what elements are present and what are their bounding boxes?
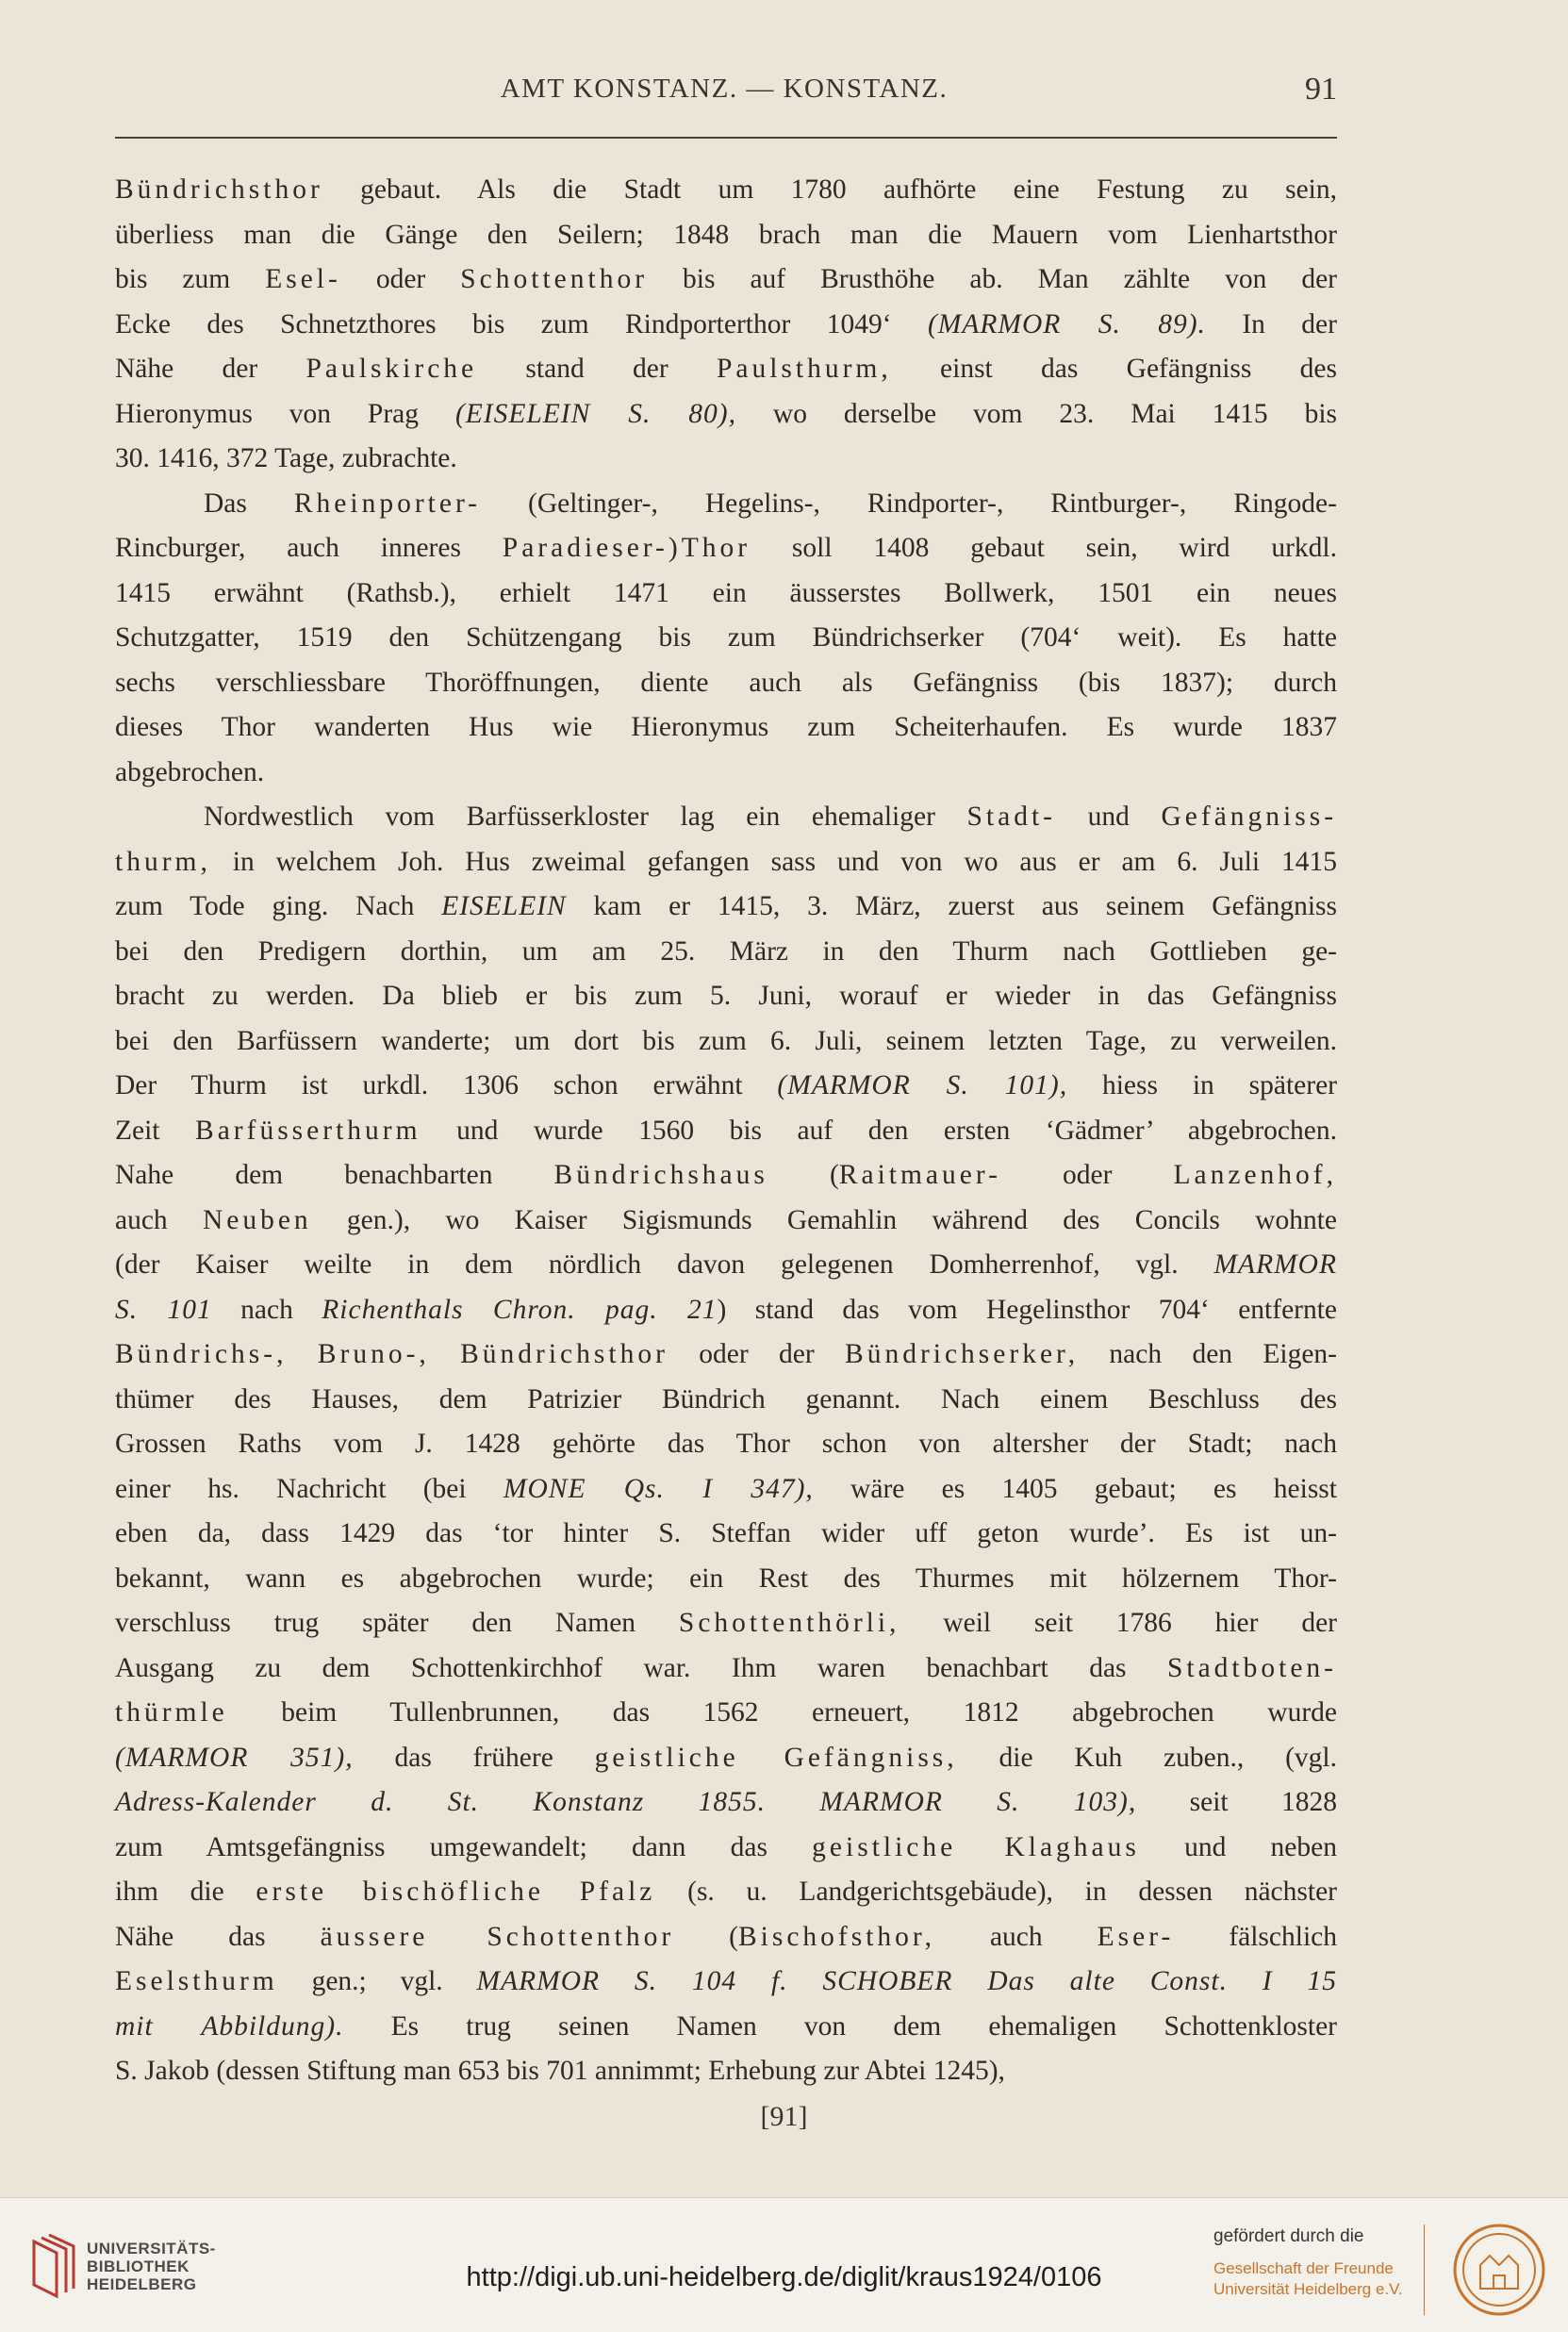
- text-run: bei den Barfüssern wanderte; um dort bis zum 6. Juli, seinem letzten Tage, zu verweilen.: [115, 1025, 1337, 1056]
- page-number: 91: [1305, 72, 1337, 107]
- header-rule: [115, 137, 1337, 139]
- text-run: In der: [1205, 308, 1337, 339]
- text-run: wäre es 1405 gebaut; es heisst: [813, 1473, 1337, 1504]
- spaced-name: Paradieser-)Thor: [502, 533, 751, 563]
- text-run: bracht zu werden. Da blieb er bis zum 5. Juni, worauf er wieder in das Gefängniss: [115, 981, 1337, 1011]
- text-run: eben da, dass 1429 das ‘tor hinter S. Steffan wider uff geton wurde’. Es ist un-: [115, 1518, 1337, 1548]
- spaced-name: Eser-: [1097, 1921, 1175, 1952]
- text-run: sechs verschliessbare Thoröffnungen, diente auch als Gefängniss (bis 1837); durch: [115, 667, 1337, 698]
- text-line: [115, 1243, 1337, 1288]
- text-run: soll 1408 gebaut sein, wird urkdl.: [751, 533, 1337, 563]
- text-line: [115, 1378, 1337, 1423]
- text-run: kam er 1415, 3. März, zuerst aus seinem Gefängniss: [566, 891, 1337, 921]
- text-line: [115, 347, 1337, 392]
- text-run: (s. u. Landgerichtsgebäude), in dessen nächster: [655, 1877, 1337, 1907]
- paragraph: [115, 482, 1337, 796]
- citation: (MARMOR S. 89).: [927, 308, 1206, 339]
- citation: (MARMOR 351),: [115, 1742, 354, 1773]
- spaced-name: Bündrichsthor: [115, 174, 323, 205]
- spaced-name: äussere Schottenthor: [320, 1921, 675, 1952]
- text-line: [115, 1064, 1337, 1109]
- text-line: [115, 482, 1337, 527]
- text-line: [115, 661, 1337, 706]
- spaced-name: Bruno-,: [317, 1339, 430, 1369]
- text-run: verschluss trug später den Namen: [115, 1608, 679, 1638]
- text-run: nach den Eigen-: [1079, 1339, 1338, 1369]
- text-line: [115, 1422, 1337, 1467]
- text-line: [115, 213, 1337, 258]
- text-line: [115, 1557, 1337, 1602]
- text-run: hiess in späterer: [1067, 1070, 1337, 1100]
- text-run: thümer des Hauses, dem Patrizier Bündrich genannt. Nach einem Beschluss des: [115, 1383, 1337, 1414]
- spaced-name: Bündrichserker,: [845, 1339, 1080, 1369]
- sponsor-name-line: Universität Heidelberg e.V.: [1213, 2280, 1403, 2298]
- text-run: bis zum: [115, 264, 266, 294]
- permalink-url[interactable]: http://digi.ub.uni-heidelberg.de/diglit/kraus1924/0106: [466, 2262, 1102, 2292]
- text-line: [115, 1826, 1337, 1871]
- spaced-name: Bündrichshaus: [553, 1160, 768, 1190]
- text-line: [115, 1199, 1337, 1244]
- text-line: [115, 616, 1337, 661]
- text-run: Grossen Raths vom J. 1428 gehörte das Thor schon von altersher der Stadt; nach: [115, 1429, 1337, 1459]
- text-run: fälschlich: [1174, 1921, 1337, 1952]
- text-line: [115, 751, 1337, 796]
- text-run: (: [767, 1160, 839, 1190]
- spaced-name: Lanzenhof,: [1173, 1160, 1337, 1190]
- text-run: Ausgang zu dem Schottenkirchhof war. Ihm waren benachbart das: [115, 1652, 1167, 1683]
- sponsor-name-line: Gesellschaft der Freunde: [1213, 2259, 1394, 2277]
- text-run: Der Thurm ist urkdl. 1306 schon erwähnt: [115, 1070, 778, 1100]
- spaced-name: Raitmauer-: [838, 1160, 1001, 1190]
- text-run: auch: [115, 1204, 203, 1235]
- sponsor-divider: [1424, 2224, 1425, 2315]
- text-line: [115, 2049, 1337, 2094]
- text-line: [115, 526, 1337, 571]
- text-run: (Geltinger-, Hegelins-, Rindporter-, Rintburger-, Ringode-: [481, 488, 1337, 519]
- text-run: einer hs. Nachricht (bei: [115, 1473, 503, 1504]
- text-run: stand der: [477, 354, 717, 384]
- text-run: oder der: [668, 1339, 846, 1369]
- text-line: [115, 885, 1337, 930]
- text-run: wo derselbe vom 23. Mai 1415 bis: [735, 398, 1338, 429]
- text-line: [115, 392, 1337, 438]
- digitization-banner: [0, 2197, 1568, 2332]
- spaced-name: Rheinporter-: [293, 488, 482, 519]
- citation: S. 101: [115, 1294, 212, 1325]
- spaced-name: geistliche Gefängniss,: [594, 1742, 958, 1773]
- spaced-name: Bischofsthor,: [737, 1921, 935, 1952]
- text-run: Hieronymus von Prag: [115, 398, 455, 429]
- text-line: [115, 1332, 1337, 1378]
- text-run: gen.; vgl.: [277, 1966, 477, 1996]
- library-name-line: BIBLIOTHEK: [87, 2258, 190, 2275]
- citation: Adress-Kalender d. St. Konstanz 1855. MARMOR S. 103),: [115, 1787, 1137, 1817]
- text-run: weil seit 1786 hier der: [900, 1608, 1337, 1638]
- citation: mit Abbildung).: [115, 2010, 344, 2042]
- sponsor-label: gefördert durch die: [1213, 2226, 1364, 2246]
- text-line: [115, 1780, 1337, 1826]
- text-run: oder: [1000, 1160, 1174, 1190]
- text-line: [115, 1691, 1337, 1736]
- text-run: gebaut. Als die Stadt um 1780 aufhörte eine Festung zu sein,: [322, 174, 1337, 205]
- text-run: S. Jakob (dessen Stiftung man 653 bis 701 annimmt; Erhebung zur Abtei 1245),: [115, 2056, 1005, 2086]
- text-run: die Kuh zuben., (vgl.: [957, 1742, 1337, 1773]
- text-line: [115, 437, 1337, 482]
- text-line: [115, 168, 1337, 213]
- spaced-name: Stadtboten-: [1166, 1652, 1337, 1683]
- text-run: ) stand das vom Hegelinsthor 704‘ entfernte: [717, 1294, 1338, 1325]
- text-run: 1415 erwähnt (Rathsb.), erhielt 1471 ein äusserstes Bollwerk, 1501 ein neues: [115, 577, 1337, 608]
- spaced-name: thurm,: [115, 846, 211, 877]
- text-run: ihm die: [115, 1877, 256, 1907]
- text-run: das frühere: [353, 1742, 595, 1773]
- spaced-name: Paulskirche: [305, 354, 478, 384]
- text-run: Ecke des Schnetzthores bis zum Rindporterthor 1049‘: [115, 308, 928, 339]
- text-run: Nordwestlich vom Barfüsserkloster lag ein ehemaliger: [204, 802, 967, 832]
- text-run: gen.), wo Kaiser Sigismunds Gemahlin während des Concils wohnte: [311, 1204, 1338, 1235]
- text-run: zum Tode ging. Nach: [115, 891, 442, 921]
- spaced-name: Neuben: [202, 1204, 312, 1235]
- text-line: [115, 840, 1337, 885]
- spaced-name: Esel-: [265, 264, 341, 294]
- text-run: dieses Thor wanderten Hus wie Hieronymus zum Scheiterhaufen. Es wurde 1837: [115, 712, 1337, 742]
- text-line: [115, 1646, 1337, 1692]
- text-run: und neben: [1139, 1831, 1337, 1862]
- spaced-name: Schottenthor: [460, 264, 649, 294]
- spaced-name: Schottenthörli,: [678, 1608, 900, 1638]
- university-seal-icon: [1452, 2223, 1546, 2317]
- text-run: überliess man die Gänge den Seilern; 1848 brach man die Mauern vom Lienhartsthor: [115, 219, 1337, 250]
- text-line: [115, 1915, 1337, 1960]
- text-run: nach: [211, 1294, 322, 1325]
- text-run: bei den Predigern dorthin, um am 25. März in den Thurm nach Gottlieben ge-: [115, 935, 1337, 967]
- text-line: [115, 930, 1337, 975]
- text-line: [115, 1467, 1337, 1513]
- citation: EISELEIN: [441, 891, 567, 921]
- text-run: 30. 1416, 372 Tage, zubrachte.: [115, 443, 457, 473]
- spaced-name: Eselsthurm: [115, 1966, 278, 1996]
- text-run: einst das Gefängniss des: [891, 354, 1337, 384]
- text-run: Es trug seinen Namen von dem ehemaligen Schottenkloster: [343, 2010, 1337, 2042]
- text-line: [115, 795, 1337, 840]
- running-head: [111, 74, 1337, 111]
- text-line: [115, 1736, 1337, 1781]
- text-run: (: [674, 1921, 738, 1952]
- spaced-name: Barfüsserthurm: [195, 1115, 421, 1146]
- spaced-name: Bündrichsthor: [460, 1339, 668, 1369]
- paragraph: [115, 795, 1337, 2094]
- text-run: [430, 1339, 460, 1369]
- text-run: beim Tullenbrunnen, das 1562 erneuert, 1812 abgebrochen wurde: [227, 1697, 1337, 1728]
- text-line: [115, 257, 1337, 303]
- text-run: Schutzgatter, 1519 den Schützengang bis zum Bündrichserker (704‘ weit). Es hatte: [115, 622, 1337, 653]
- text-run: Zeit: [115, 1115, 196, 1146]
- text-line: [115, 1601, 1337, 1646]
- text-line: [115, 1512, 1337, 1557]
- text-run: (der Kaiser weilte in dem nördlich davon gelegenen Domherrenhof, vgl.: [115, 1249, 1214, 1280]
- text-line: [115, 1153, 1337, 1199]
- citation: Richenthals Chron. pag. 21: [322, 1294, 718, 1325]
- text-run: Nahe dem benachbarten: [115, 1160, 554, 1190]
- text-run: abgebrochen.: [115, 756, 265, 787]
- citation: (MARMOR S. 101),: [777, 1070, 1068, 1100]
- text-run: Nähe das: [115, 1921, 321, 1952]
- text-run: bis auf Brusthöhe ab. Man zählte von der: [648, 264, 1338, 294]
- spaced-name: erste bischöfliche Pfalz: [256, 1877, 656, 1907]
- citation: MARMOR: [1213, 1249, 1337, 1280]
- running-title: AMT KONSTANZ. — KONSTANZ.: [500, 74, 949, 104]
- text-line: [115, 705, 1337, 751]
- paragraph: [115, 168, 1337, 482]
- text-line: [115, 1288, 1337, 1333]
- text-run: bekannt, wann es abgebrochen wurde; ein Rest des Thurmes mit hölzernem Thor-: [115, 1563, 1337, 1594]
- citation: MONE Qs. I 347),: [503, 1473, 814, 1504]
- spaced-name: Stadt-: [966, 802, 1056, 832]
- spaced-name: geistliche Klaghaus: [812, 1831, 1140, 1862]
- footer-page-mark: [91]: [760, 2101, 808, 2132]
- text-line: [115, 974, 1337, 1019]
- body-text: [115, 168, 1337, 2094]
- text-run: zum Amtsgefängniss umgewandelt; dann das: [115, 1831, 813, 1862]
- text-run: oder: [340, 264, 461, 294]
- text-line: [115, 1109, 1337, 1154]
- text-run: seit 1828: [1136, 1787, 1338, 1817]
- library-name-line: UNIVERSITÄTS-: [87, 2240, 216, 2258]
- text-line: [115, 1960, 1337, 2005]
- text-run: und wurde 1560 bis auf den ersten ‘Gädmer’ abgebrochen.: [421, 1115, 1337, 1146]
- text-line: [115, 2005, 1337, 2050]
- spaced-name: thürmle: [115, 1697, 228, 1728]
- text-run: auch: [934, 1921, 1098, 1952]
- text-run: in welchem Joh. Hus zweimal gefangen sass und von wo aus er am 6. Juli 1415: [210, 846, 1337, 877]
- library-name-line: HEIDELBERG: [87, 2275, 197, 2293]
- citation: (EISELEIN S. 80),: [454, 398, 736, 429]
- text-line: [115, 1019, 1337, 1065]
- spaced-name: Gefängniss-: [1161, 802, 1338, 832]
- text-line: [115, 1870, 1337, 1915]
- spaced-name: Paulsthurm,: [716, 354, 892, 384]
- text-run: Nähe der: [115, 354, 306, 384]
- text-run: Rincburger, auch inneres: [115, 533, 503, 563]
- text-run: Das: [204, 488, 294, 519]
- sponsor-name[interactable]: [1213, 2258, 1403, 2300]
- text-run: und: [1055, 802, 1162, 832]
- spaced-name: Bündrichs-,: [115, 1339, 288, 1369]
- text-line: [115, 303, 1337, 348]
- text-run: [287, 1339, 317, 1369]
- citation: MARMOR S. 104 f. SCHOBER Das alte Const. I 15: [476, 1966, 1337, 1996]
- text-line: [115, 571, 1337, 617]
